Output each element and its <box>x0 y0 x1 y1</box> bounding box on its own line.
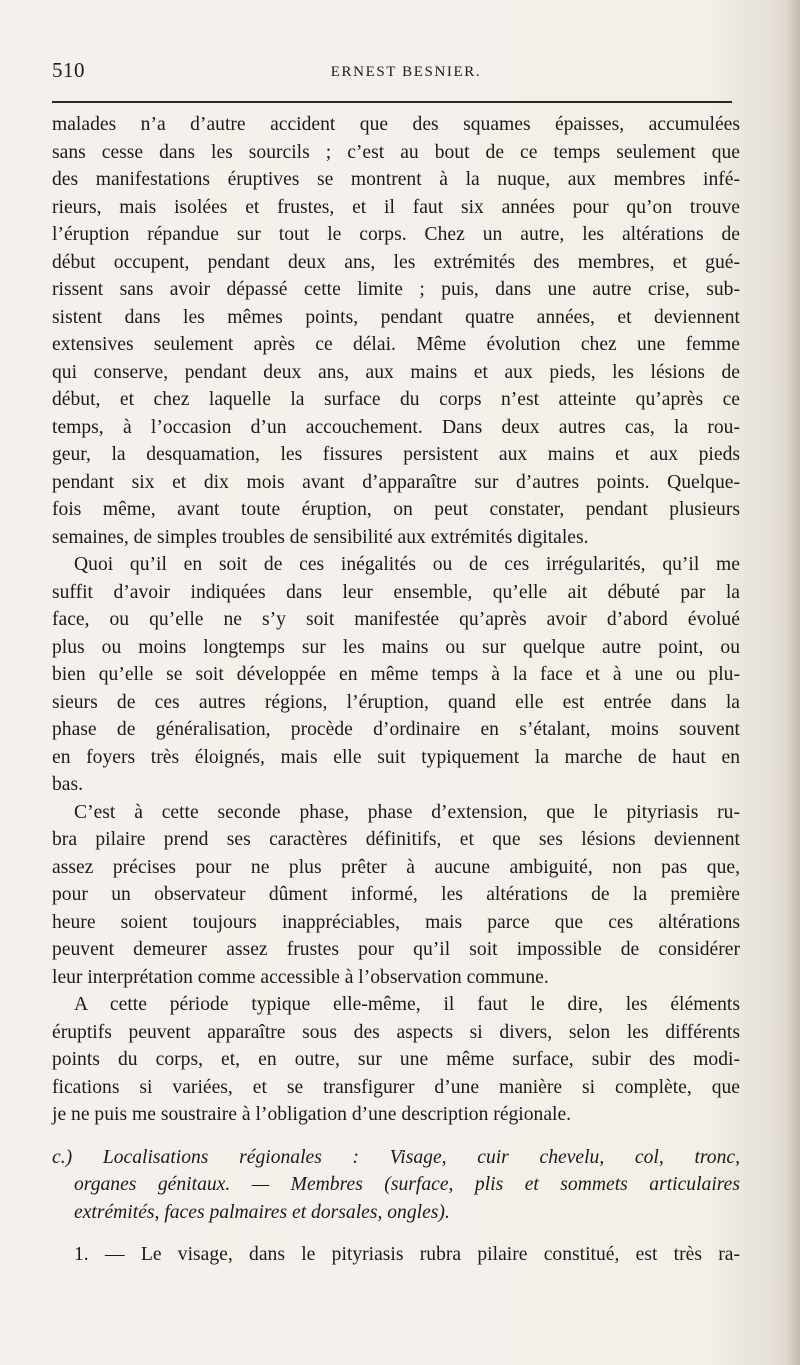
page-header <box>52 58 732 88</box>
header-rule <box>52 101 732 103</box>
text-line: sistent dans les mêmes points, pendant quatre années, et deviennent <box>52 306 740 328</box>
text-line: sans cesse dans les sourcils ; c’est au bout de ce temps seulement que <box>52 141 740 163</box>
text-line: l’éruption répandue sur tout le corps. Chez un autre, les altérations de <box>52 224 740 245</box>
page-number: 510 <box>52 58 85 82</box>
text-line: face, ou qu’elle ne s’y soit manifestée qu’après avoir d’abord évolué <box>52 609 740 630</box>
text-line: phase de généralisation, procède d’ordinaire en s’étalant, moins souvent <box>52 719 740 740</box>
section-gap <box>52 1129 740 1144</box>
text-line: pendant six et dix mois avant d’apparaître sur d’autres points. Quelque- <box>52 471 740 493</box>
text-line: semaines, de simples troubles de sensibilité aux extrémités digitales. <box>52 526 589 548</box>
text-line: malades n’a d’autre accident que des squames épaisses, accumulées <box>52 114 740 135</box>
text-line: rissent sans avoir dépassé cette limite ; puis, dans une autre crise, sub- <box>52 279 740 300</box>
text-line: points du corps, et, en outre, sur une même surface, subir des modi- <box>52 1049 740 1070</box>
text-line: bien qu’elle se soit développée en même temps à la face et à une ou plu- <box>52 664 740 685</box>
text-line: début occupent, pendant deux ans, les extrémités des membres, et gué- <box>52 251 740 273</box>
text-line: bas. <box>52 774 84 795</box>
text-line: 1. — Le visage, dans le pityriasis rubra pilaire constitué, est très ra- <box>74 1244 740 1265</box>
text-line: geur, la desquamation, les fissures persistent aux mains et aux pieds <box>52 444 740 465</box>
text-line: Quoi qu’il en soit de ces inégalités ou de ces irrégularités, qu’il me <box>74 554 740 575</box>
text-line: suffit d’avoir indiquées dans leur ensemble, qu’elle ait débuté par la <box>52 581 740 603</box>
text-line: éruptifs peuvent apparaître sous des aspects si divers, selon les différents <box>52 1021 740 1043</box>
heading-line: extrémités, faces palmaires et dorsales, ongles). <box>74 1201 450 1223</box>
text-line: leur interprétation comme accessible à l’observation commune. <box>52 966 549 988</box>
paragraph-2 <box>52 551 740 799</box>
running-head: ERNEST BESNIER. <box>330 64 482 80</box>
text-line: sieurs de ces autres régions, l’éruption, quand elle est entrée dans la <box>52 691 740 713</box>
paragraph-4 <box>52 991 740 1129</box>
text-line: heure soient toujours inappréciables, mais parce que ces altérations <box>52 911 740 933</box>
text-line: fois même, avant toute éruption, on peut constater, pendant plusieurs <box>52 499 740 520</box>
section-heading <box>52 1144 740 1227</box>
text-line: bra pilaire prend ses caractères définitifs, et que ses lésions deviennent <box>52 829 740 850</box>
section-gap <box>52 1226 740 1241</box>
text-line: rieurs, mais isolées et frustes, et il faut six années pour qu’on trouve <box>52 196 740 218</box>
text-line: A cette période typique elle-même, il faut le dire, les éléments <box>74 994 740 1015</box>
heading-line: organes génitaux. — Membres (surface, plis et sommets articulaires <box>74 1174 740 1195</box>
text-line: peuvent demeurer assez frustes pour qu’il soit impossible de considérer <box>52 939 740 960</box>
text-line: extensives seulement après ce délai. Même évolution chez une femme <box>52 334 740 355</box>
text-line: qui conserve, pendant deux ans, aux mains et aux pieds, les lésions de <box>52 361 740 383</box>
paragraph-3 <box>52 799 740 992</box>
text-line: assez précises pour ne plus prêter à aucune ambiguité, non pas que, <box>52 856 740 878</box>
text-line: je ne puis me soustraire à l’obligation d’une description régionale. <box>52 1104 572 1125</box>
text-line: plus ou moins longtemps sur les mains ou sur quelque autre point, ou <box>52 636 740 658</box>
text-line: C’est à cette seconde phase, phase d’extension, que le pityriasis ru- <box>74 801 740 823</box>
text-line: des manifestations éruptives se montrent à la nuque, aux membres infé- <box>52 169 740 190</box>
text-line: pour un observateur dûment informé, les altérations de la première <box>52 884 740 905</box>
text-line: en foyers très éloignés, mais elle suit typiquement la marche de haut en <box>52 746 740 768</box>
heading-line: c.) Localisations régionales : Visage, cuir chevelu, col, tronc, <box>52 1146 740 1168</box>
body-text <box>52 111 740 1269</box>
paragraph-5 <box>52 1241 740 1269</box>
page-edge-shadow <box>786 0 800 1365</box>
paragraph-1 <box>52 111 740 551</box>
text-line: début, et chez laquelle la surface du corps n’est atteinte qu’après ce <box>52 389 740 410</box>
text-line: temps, à l’occasion d’un accouchement. Dans deux autres cas, la rou- <box>52 416 740 438</box>
text-line: fications si variées, et se transfigurer d’une manière si complète, que <box>52 1076 740 1098</box>
